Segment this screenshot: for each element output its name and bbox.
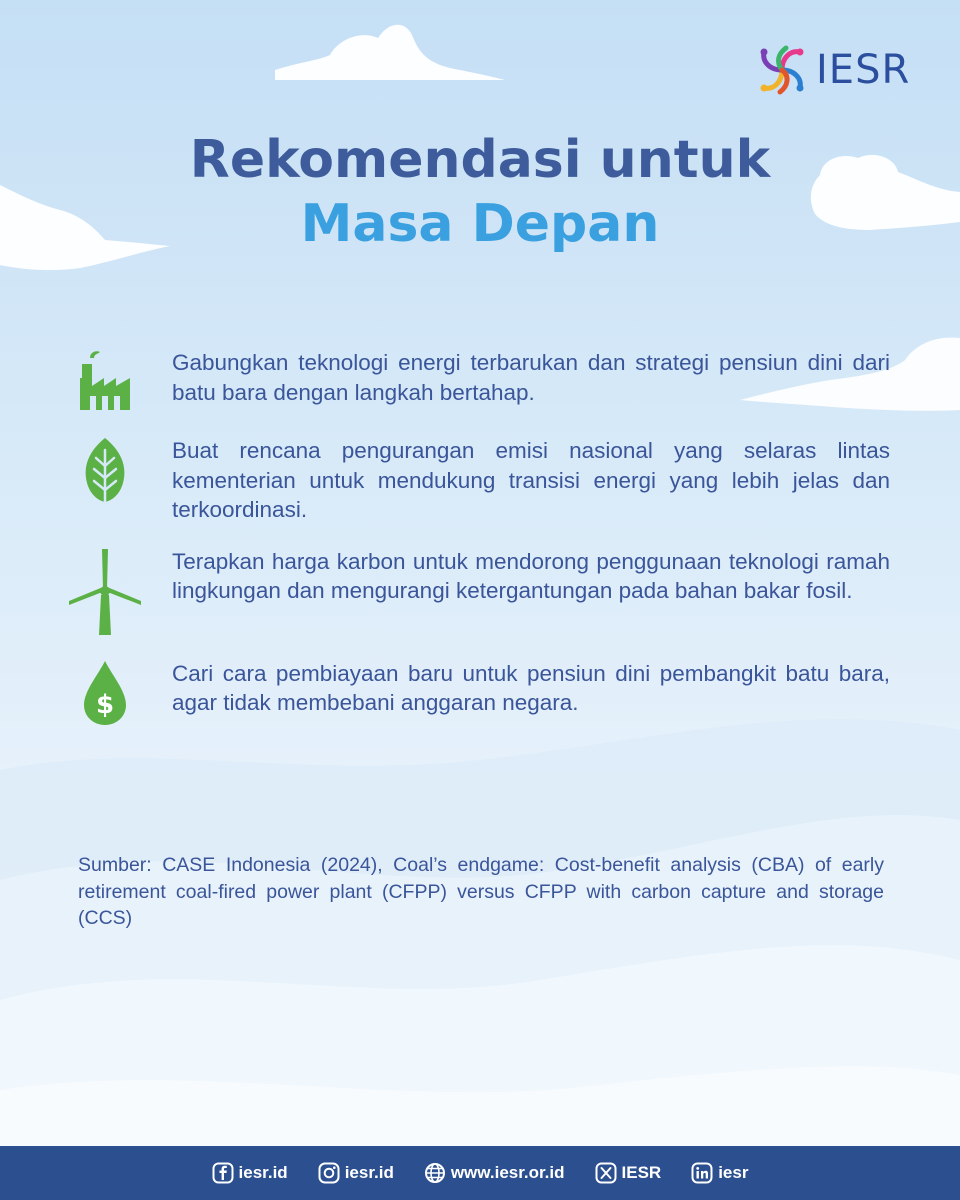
leaf-icon (82, 436, 128, 506)
iesr-logo (752, 38, 932, 102)
globe-icon (424, 1162, 446, 1184)
source-citation: Sumber: CASE Indonesia (2024), Coal’s endgame: Cost-benefit analysis (CBA) of early retirement coal-fired power plant (CFPP) versus CFPP with carbon capture and storage (CCS) (78, 854, 884, 929)
website-link[interactable] (424, 1162, 565, 1184)
recommendation-text-4: Cari cara pembiayaan baru untuk pensiun dini pembangkit batu bara, agar tidak membebani anggaran negara. (172, 660, 890, 715)
facebook-handle: iesr.id (238, 1163, 288, 1182)
title-line-2: Masa Depan (300, 194, 660, 254)
recommendation-item-2 (60, 436, 890, 525)
recommendation-item-1 (60, 348, 890, 414)
linkedin-icon (691, 1162, 713, 1184)
instagram-icon (318, 1162, 340, 1184)
recommendation-text-1: Gabungkan teknologi energi terbarukan dan strategi pensiun dini dari batu bara dengan langkah bertahap. (172, 350, 890, 405)
recommendation-item-4 (60, 659, 890, 727)
factory-icon (76, 348, 134, 414)
title-line-1: Rekomendasi untuk (189, 130, 771, 190)
website-url: www.iesr.or.id (450, 1163, 565, 1182)
svg-text:$: $ (95, 689, 115, 720)
x-link[interactable] (595, 1162, 662, 1184)
instagram-handle: iesr.id (344, 1163, 394, 1182)
recommendation-text-2: Buat rencana pengurangan emisi nasional yang selaras lintas kementerian untuk mendukung transisi energi yang lebih jelas dan terkoordinasi. (172, 438, 890, 522)
linkedin-link[interactable] (691, 1162, 748, 1184)
facebook-link[interactable] (212, 1162, 288, 1184)
cloud-top (275, 25, 505, 80)
page-title (0, 128, 960, 256)
x-handle: IESR (621, 1163, 662, 1182)
recommendation-text-3: Terapkan harga karbon untuk mendorong penggunaan teknologi ramah lingkungan dan mengurangi ketergantungan pada bahan bakar fosil. (172, 548, 890, 603)
social-footer (0, 1146, 960, 1200)
iesr-logo-mark-icon (752, 40, 812, 100)
linkedin-handle: iesr (718, 1163, 749, 1182)
recommendation-list (60, 348, 890, 749)
x-icon (595, 1162, 617, 1184)
facebook-icon (212, 1162, 234, 1184)
money-drop-icon (82, 659, 128, 727)
instagram-link[interactable] (318, 1162, 394, 1184)
recommendation-item-3 (60, 547, 890, 637)
brand-name: IESR (816, 47, 911, 93)
wind-turbine-icon (67, 547, 143, 637)
